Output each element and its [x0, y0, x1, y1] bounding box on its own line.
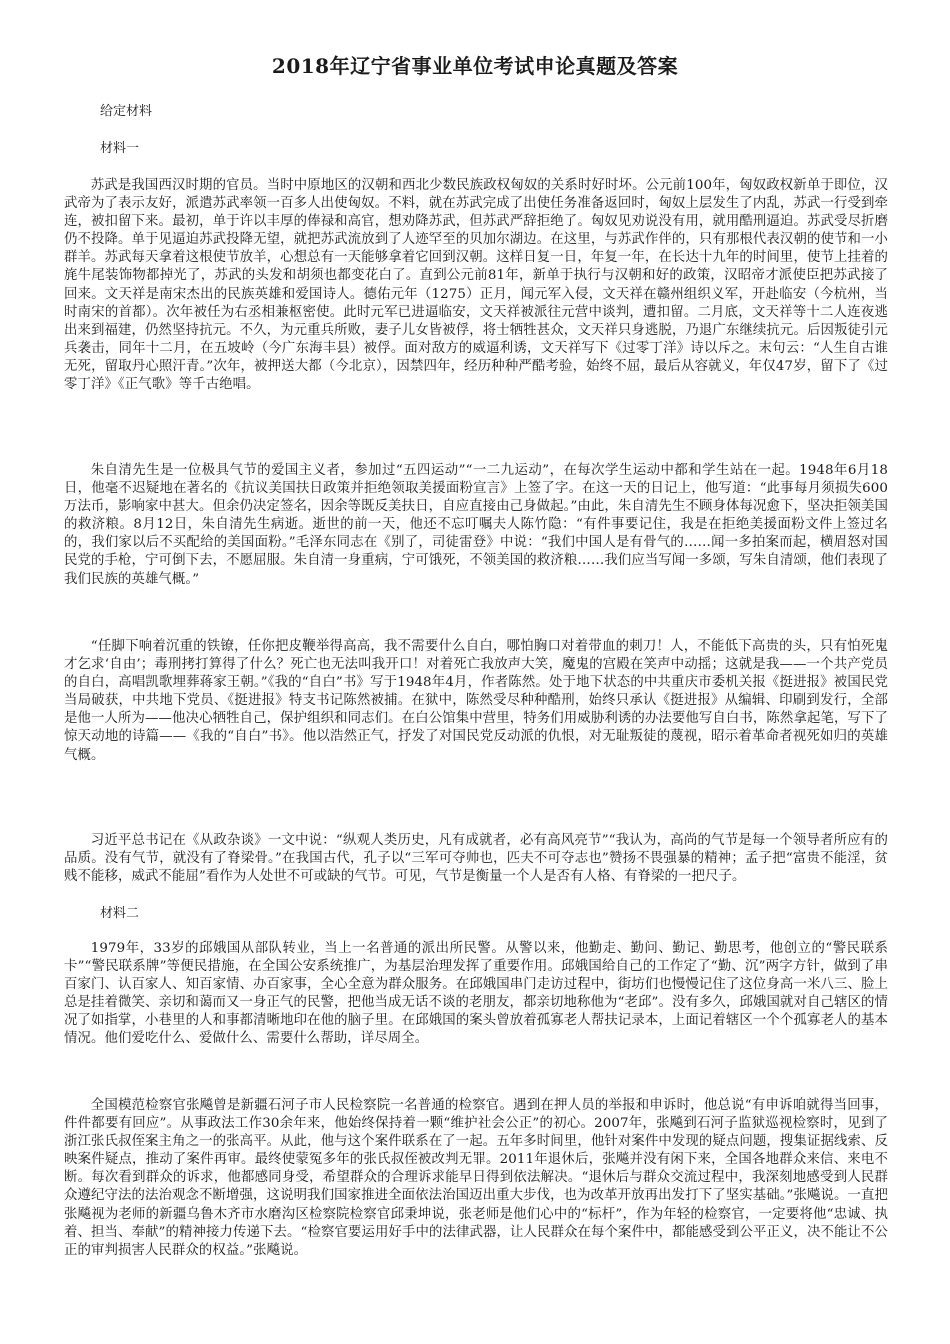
paragraph-chen-ran: “任脚下响着沉重的铁镣，任你把皮鞭举得高高，我不需要什么自白，哪怕胸口对着带血的刺刀！人，不能低下高贵的头，只有怕死鬼才乞求‘自由’；毒刑拷打算得了什么？死亡也无法叫我开口！对着死亡我放声大笑，魔鬼的宫殿在笑声中动摇；这就是我——一个共产党员的自白，高唱凯歌埋葬蒋家王朝。”《我的“自白”书》写于1948年4月，作者陈然。处于地下状态的中共重庆市委机关报《挺进报》被国民党当局破获，中共地下党员、《挺进报》特支书记陈然被捕。在狱中，陈然受尽种种酷刑，始终只承认《挺进报》从编辑、印刷到发行，全部是他一人所为——他决心牺牲自己，保护组织和同志们。在白公馆集中营里，特务们用威胁利诱的办法要他写自白书，陈然拿起笔，写下了惊天动地的诗篇——《我的“自白”书》。他以浩然正气，抒发了对国民党反动派的仇恨，对无耻叛徒的蔑视，昭示着革命者视死如归的英雄气概。: [64, 639, 888, 763]
document-title: 2018年辽宁省事业单位考试申论真题及答案: [271, 54, 679, 78]
paragraph-qiu-eguo: 1979年，33岁的邱娥国从部队转业，当上一名普通的派出所民警。从警以来，他勤走、勤问、勤记、勤思考，他创立的“警民联系卡”“警民联系牌”等便民措施，在全国公安系统推广，为基层治理发挥了重要作用。邱娥国给自己的工作定了“勤、沉”两字方针，做到了串百家门、认百家人、知百家情、办百家事，全心全意为群众服务。在邱娥国串门走访过程中，街坊们也慢慢记住了这位身高一米八三、脸上总是挂着微笑、亲切和蔼而又一身正气的民警，把他当成无话不谈的老朋友，都亲切地称他为“老邱”。没有多久，邱娥国就对自己辖区的情况了如指掌，小巷里的人和事都清晰地印在他的脑子里。在邱娥国的案头曾放着孤寡老人帮扶记录本，上面记着辖区一个个孤寡老人的基本情况。他们爱吃什么、爱做什么、需要什么帮助，详尽周全。: [64, 941, 888, 1047]
paragraph-zhu-ziqing: 朱自清先生是一位极具气节的爱国主义者，参加过“五四运动”“一二九运动”，在每次学生运动中都和学生站在一起。1948年6月18日，他毫不迟疑地在著名的《抗议美国扶日政策并拒绝领取美援面粉宣言》上签了字。在这一天的日记上，他写道：“此事每月须损失600万法币，影响家中甚大。但余仍决定签名，因余等既反美扶日，自应直接由己身做起。”由此，朱自清先生不顾身体每况愈下，坚决拒领美国的救济粮。8月12日，朱自清先生病逝。逝世的前一天，他还不忘叮嘱夫人陈竹隐：“有件事要记住，我是在拒绝美援面粉文件上签过名的，我们家以后不买配给的美国面粉。”毛泽东同志在《别了，司徒雷登》中说：“我们中国人是有骨气的……闻一多拍案而起，横眉怒对国民党的手枪，宁可倒下去，不愿屈服。朱自清一身重病，宁可饿死，不领美国的救济粮……我们应当写闻一多颂，写朱自清颂，他们表现了我们民族的英雄气概。”: [64, 463, 888, 587]
material-two-label: 材料二: [100, 906, 140, 921]
paragraph-zhang-biao: 全国模范检察官张飚曾是新疆石河子市人民检察院一名普通的检察官。遇到在押人员的举报和申诉时，他总说“有申诉咱就得当回事，件件都要有回应”。从事政法工作30余年来，他始终保持着一颗“维护社会公正”的初心。2007年，张飚到石河子监狱巡视检察时，见到了浙江张氏叔侄案主角之一的张高平。从此，他与这个案件联系在了一起。五年多时间里，他针对案件中发现的疑点问题，搜集证据线索、反映案件疑点，推动了案件再审。最终使蒙冤多年的张氏叔侄被改判无罪。2011年退休后，张飚并没有闲下来，全国各地群众来信、来电不断。每次看到群众的诉求，他都感同身受，希望群众的合理诉求能早日得到依法解决。“退休后与群众交流过程中，我深刻地感受到人民群众遵纪守法的法治观念不断增强，这说明我们国家推进全面依法治国迈出重大步伐，也为改革开放再出发打下了坚实基础。”张飚说。一直把张飚视为老师的新疆乌鲁木齐市水磨沟区检察院检察官邱秉坤说，张老师是他们心中的“标杆”，作为年轻的检察官，一定要将他“忠诚、执着、担当、奉献”的精神接力传递下去。“检察官要运用好手中的法律武器，让人民群众在每个案件中，都能感受到公平正义，决不能让不公正的审判损害人民群众的权益。”张飚说。: [64, 1098, 888, 1258]
paragraph-xi-jinping-quote: 习近平总书记在《从政杂谈》一文中说：“纵观人类历史，凡有成就者，必有高风亮节”“我认为，高尚的气节是每一个领导者所应有的品质。没有气节，就没有了脊梁骨。”在我国古代，孔子以“三军可夺帅也，匹夫不可夺志也”赞扬不畏强暴的精神；孟子把“富贵不能淫，贫贱不能移，威武不能屈”看作为人处世不可或缺的气节。可见，气节是衡量一个人是否有人格、有脊梁的一把尺子。: [64, 833, 888, 885]
material-one-label: 材料一: [100, 141, 140, 156]
paragraph-su-wu-wen-tianxiang: 苏武是我国西汉时期的官员。当时中原地区的汉朝和西北少数民族政权匈奴的关系时好时坏。公元前100年，匈奴政权新单于即位，汉武帝为了表示友好，派遣苏武率领一百多人出使匈奴。不料，就在苏武完成了出使任务准备返回时，匈奴上层发生了内乱，苏武一行受到牵连，被扣留下来。最初，单于许以丰厚的俸禄和高官，想劝降苏武，但苏武严辞拒绝了。匈奴见劝说没有用，就用酷刑逼迫。苏武受尽折磨仍不投降。单于见逼迫苏武投降无望，就把苏武流放到了人迹罕至的贝加尔湖边。在这里，与苏武作伴的，只有那根代表汉朝的使节和一小群羊。苏武每天拿着这根使节放羊，心想总有一天能够拿着它回到汉朝。这样日复一日，年复一年，在长达十九年的时间里，使节上挂着的旄牛尾装饰物都掉光了，苏武的头发和胡须也都变花白了。直到公元前81年，新单于执行与汉朝和好的政策，汉昭帝才派使臣把苏武接了回来。文天祥是南宋杰出的民族英雄和爱国诗人。德佑元年（1275）正月，闻元军入侵，文天祥在赣州组织义军，开赴临安（今杭州，当时南宋的首都）。次年被任为右丞相兼枢密使。此时元军已进逼临安，文天祥被派往元营中谈判，遭扣留。二月底，文天祥等十二人连夜逃出来到福建，仍然坚持抗元。不久，为元重兵所败，妻子儿女皆被俘，将士牺牲甚众，文天祥只身逃脱，乃退广东继续抗元。后因叛徒引元兵袭击，同年十二月，在五坡岭（今广东海丰县）被俘。面对敌方的威逼利诱，文天祥写下《过零丁洋》诗以斥之。末句云：“人生自古谁无死，留取丹心照汗青。”次年，被押送大都（今北京），因禁四年，经历种种严酷考验，始终不屈，最后从容就义，年仅47岁，留下了《过零丁洋》《正气歌》等千古绝唱。: [64, 178, 888, 393]
given-materials-label: 给定材料: [100, 104, 153, 119]
